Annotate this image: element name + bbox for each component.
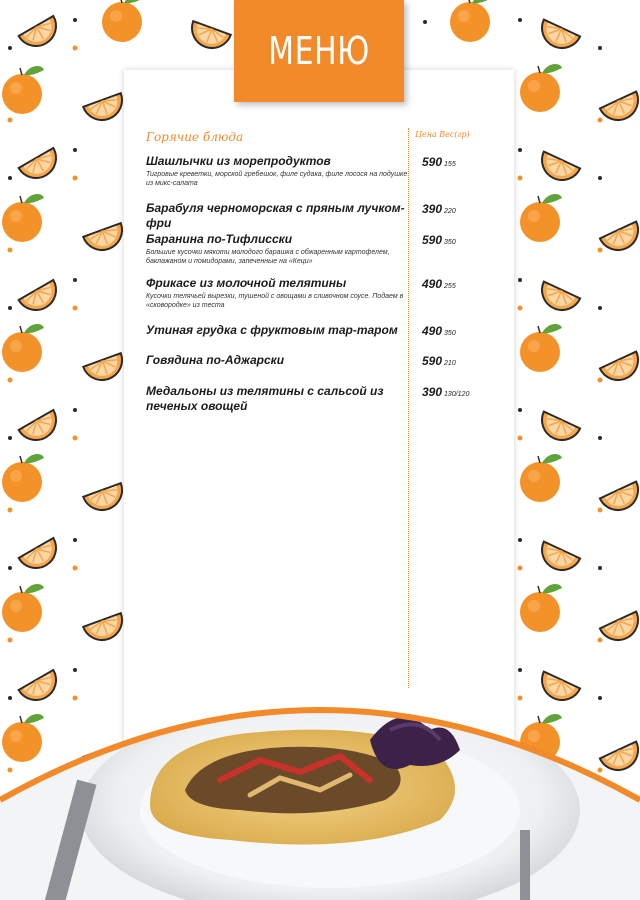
menu-item-name: Утиная грудка с фруктовым тар-таром <box>146 323 398 337</box>
price-value: 390 <box>422 202 443 216</box>
menu-item <box>146 323 408 338</box>
menu-item <box>146 353 408 368</box>
weight-value: 210 <box>444 360 456 367</box>
dotted-divider <box>408 128 409 688</box>
weight-value: 220 <box>444 208 456 215</box>
menu-item-price <box>422 233 456 247</box>
menu-item-price <box>422 155 456 169</box>
menu-item <box>146 232 408 266</box>
menu-item-description: Большие кусочки мякоти молодого барашка с обжаренным картофелем, баклажаном и помидорами, запеченные на «Кеци» <box>146 249 390 265</box>
menu-item <box>146 384 396 414</box>
weight-value: 155 <box>444 161 456 168</box>
menu-item-price <box>422 324 456 338</box>
menu-item-description: Тигровые креветки, морской гребешок, филе судака, филе лосося на подушке из микс-салата <box>146 171 408 187</box>
weight-value: 255 <box>444 283 456 290</box>
menu-item-name: Фрикасе из молочной телятины <box>146 276 347 290</box>
price-weight-header: Цена Вес(гр) <box>415 130 470 139</box>
menu-item-price <box>422 385 469 399</box>
weight-value: 130/120 <box>444 391 470 398</box>
weight-value: 350 <box>444 239 456 246</box>
menu-item-name: Баранина по-Тифлисски <box>146 232 293 246</box>
menu-item-price <box>422 354 456 368</box>
price-value: 590 <box>422 233 443 247</box>
dish-photo <box>0 660 640 900</box>
price-value: 490 <box>422 324 443 338</box>
menu-item-description: Кусочки телячьей вырезки, тушеной с овощами в сливочном соусе. Подаем в «сковородке» из теста <box>146 293 404 309</box>
menu-header-tab <box>234 0 404 102</box>
menu-item <box>146 154 408 188</box>
section-title: Горячие блюда <box>146 130 244 144</box>
menu-item-name: Медальоны из телятины с сальсой из печеных овощей <box>146 384 384 413</box>
menu-item <box>146 201 408 231</box>
menu-item-name: Говядина по-Аджарски <box>146 353 285 367</box>
price-value: 590 <box>422 354 443 368</box>
menu-item-name: Шашлычки из морепродуктов <box>146 154 331 168</box>
price-value: 490 <box>422 277 443 291</box>
menu-item-price <box>422 277 456 291</box>
menu-item-name: Барабуля черноморская с пряным лучком-фри <box>146 201 405 230</box>
menu-item-price <box>422 202 456 216</box>
price-value: 590 <box>422 155 443 169</box>
menu-item <box>146 276 408 310</box>
price-value: 390 <box>422 385 443 399</box>
page-title: МЕНЮ <box>268 29 370 73</box>
weight-value: 350 <box>444 330 456 337</box>
